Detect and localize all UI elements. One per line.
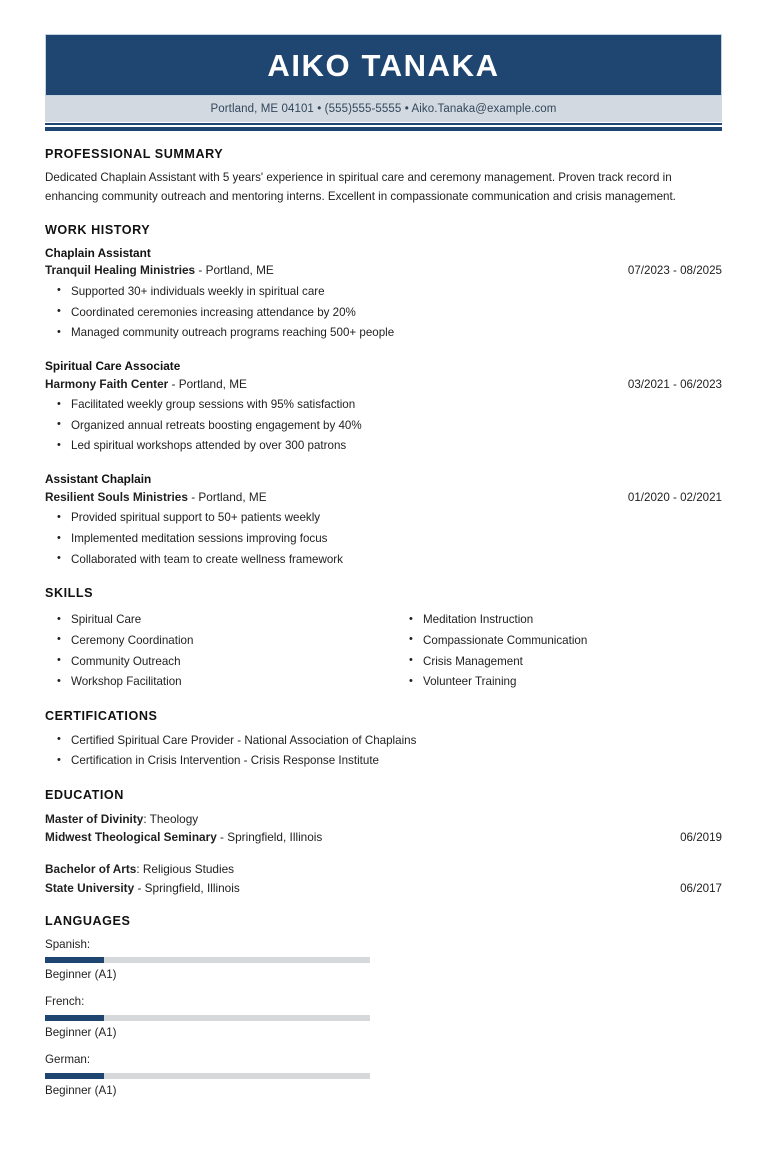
resume-header bbox=[45, 34, 722, 131]
skills-list-left bbox=[45, 610, 397, 693]
header-rule-thick bbox=[45, 127, 722, 131]
skill-item: • Spiritual Care bbox=[45, 610, 397, 631]
language-level: Beginner (A1) bbox=[45, 1025, 117, 1039]
language-name: French: bbox=[45, 995, 85, 1009]
work-history-item bbox=[45, 471, 722, 570]
section-languages bbox=[45, 914, 722, 1109]
job-bullet: • Facilitated weekly group sessions with 95% satisfaction bbox=[45, 395, 722, 416]
language-item bbox=[45, 936, 390, 984]
education-degree: Bachelor of Arts: Religious Studies bbox=[45, 862, 235, 877]
section-title: CERTIFICATIONS bbox=[45, 708, 158, 723]
job-employer: Harmony Faith Center - Portland, ME bbox=[45, 376, 247, 391]
education-item bbox=[45, 860, 722, 897]
education-item bbox=[45, 810, 722, 847]
language-proficiency-bar bbox=[45, 1073, 370, 1079]
skills-column-left bbox=[45, 608, 397, 693]
job-dates: 03/2021 - 06/2023 bbox=[627, 377, 722, 391]
summary-text: Dedicated Chaplain Assistant with 5 years' experience in spiritual care and ceremony management. Proven track record in enhancing community outreach and mentoring interns. Excellent in compassionate communication and crisis management. bbox=[45, 171, 676, 203]
education-date: 06/2019 bbox=[680, 831, 722, 845]
job-bullet: • Organized annual retreats boosting engagement by 40% bbox=[45, 416, 722, 437]
education-school: Midwest Theological Seminary - Springfield, Illinois bbox=[45, 830, 323, 845]
job-bullet: • Supported 30+ individuals weekly in spiritual care bbox=[45, 282, 722, 303]
language-level: Beginner (A1) bbox=[45, 1083, 117, 1097]
page-title: AIKO TANAKA bbox=[267, 47, 500, 83]
education-list bbox=[45, 810, 722, 898]
job-employer: Resilient Souls Ministries - Portland, ME bbox=[45, 489, 267, 504]
section-skills bbox=[45, 586, 722, 693]
skill-item: • Compassionate Communication bbox=[397, 631, 717, 652]
education-degree: Master of Divinity: Theology bbox=[45, 812, 199, 827]
job-position: Spiritual Care Associate bbox=[45, 358, 181, 373]
job-bullet-list bbox=[45, 395, 722, 457]
job-bullet: • Led spiritual workshops attended by over 300 patrons bbox=[45, 436, 722, 457]
language-level: Beginner (A1) bbox=[45, 967, 117, 981]
language-proficiency-fill bbox=[45, 1073, 104, 1079]
languages-list bbox=[45, 936, 722, 1109]
work-history-item bbox=[45, 245, 722, 344]
name-band bbox=[45, 34, 722, 96]
job-position: Chaplain Assistant bbox=[45, 245, 151, 260]
section-title: SKILLS bbox=[45, 586, 94, 601]
job-dates: 01/2020 - 02/2021 bbox=[627, 490, 722, 504]
education-date: 06/2017 bbox=[680, 881, 722, 895]
contact-band bbox=[45, 96, 722, 122]
contact-line: Portland, ME 04101 • (555)555-5555 • Aiko.Tanaka@example.com bbox=[210, 103, 557, 115]
language-name: Spanish: bbox=[45, 937, 91, 951]
section-work-history bbox=[45, 223, 722, 571]
skills-list-right bbox=[397, 610, 717, 693]
skills-columns bbox=[45, 608, 722, 693]
skill-item: • Meditation Instruction bbox=[397, 610, 717, 631]
language-proficiency-fill bbox=[45, 1015, 104, 1021]
job-bullet: • Coordinated ceremonies increasing attendance by 20% bbox=[45, 303, 722, 324]
language-proficiency-bar bbox=[45, 1015, 370, 1021]
skill-item: • Volunteer Training bbox=[397, 672, 717, 693]
certification-item: • Certification in Crisis Intervention - Crisis Response Institute bbox=[45, 751, 722, 772]
job-bullet: • Collaborated with team to create wellness framework bbox=[45, 550, 722, 571]
job-org-line bbox=[45, 376, 722, 394]
job-bullet: • Provided spiritual support to 50+ patients weekly bbox=[45, 508, 722, 529]
job-bullet: • Managed community outreach programs reaching 500+ people bbox=[45, 323, 722, 344]
skill-item: • Community Outreach bbox=[45, 652, 397, 673]
education-school: State University - Springfield, Illinois bbox=[45, 880, 240, 895]
skill-item: • Ceremony Coordination bbox=[45, 631, 397, 652]
section-title: EDUCATION bbox=[45, 788, 124, 803]
education-school-line bbox=[45, 879, 722, 898]
section-professional-summary bbox=[45, 147, 722, 207]
skill-item: • Workshop Facilitation bbox=[45, 672, 397, 693]
education-school-line bbox=[45, 828, 722, 847]
job-bullet: • Implemented meditation sessions improving focus bbox=[45, 529, 722, 550]
work-history-list bbox=[45, 245, 722, 571]
language-proficiency-fill bbox=[45, 957, 104, 963]
certification-item: • Certified Spiritual Care Provider - National Association of Chaplains bbox=[45, 731, 722, 752]
skills-column-right bbox=[397, 608, 717, 693]
job-org-line bbox=[45, 489, 722, 507]
job-org-line bbox=[45, 262, 722, 280]
language-proficiency-bar bbox=[45, 957, 370, 963]
certifications-list bbox=[45, 731, 722, 772]
section-certifications bbox=[45, 709, 722, 772]
job-bullet-list bbox=[45, 508, 722, 570]
job-position: Assistant Chaplain bbox=[45, 472, 152, 487]
skill-item: • Crisis Management bbox=[397, 652, 717, 673]
section-title: WORK HISTORY bbox=[45, 222, 151, 237]
language-name: German: bbox=[45, 1053, 91, 1067]
job-employer: Tranquil Healing Ministries - Portland, ME bbox=[45, 263, 274, 278]
job-dates: 07/2023 - 08/2025 bbox=[627, 264, 722, 278]
language-item bbox=[45, 1051, 390, 1099]
language-item bbox=[45, 993, 390, 1041]
section-title: PROFESSIONAL SUMMARY bbox=[45, 147, 224, 161]
section-title: LANGUAGES bbox=[45, 913, 131, 928]
section-education bbox=[45, 788, 722, 898]
job-bullet-list bbox=[45, 282, 722, 344]
work-history-item bbox=[45, 358, 722, 457]
